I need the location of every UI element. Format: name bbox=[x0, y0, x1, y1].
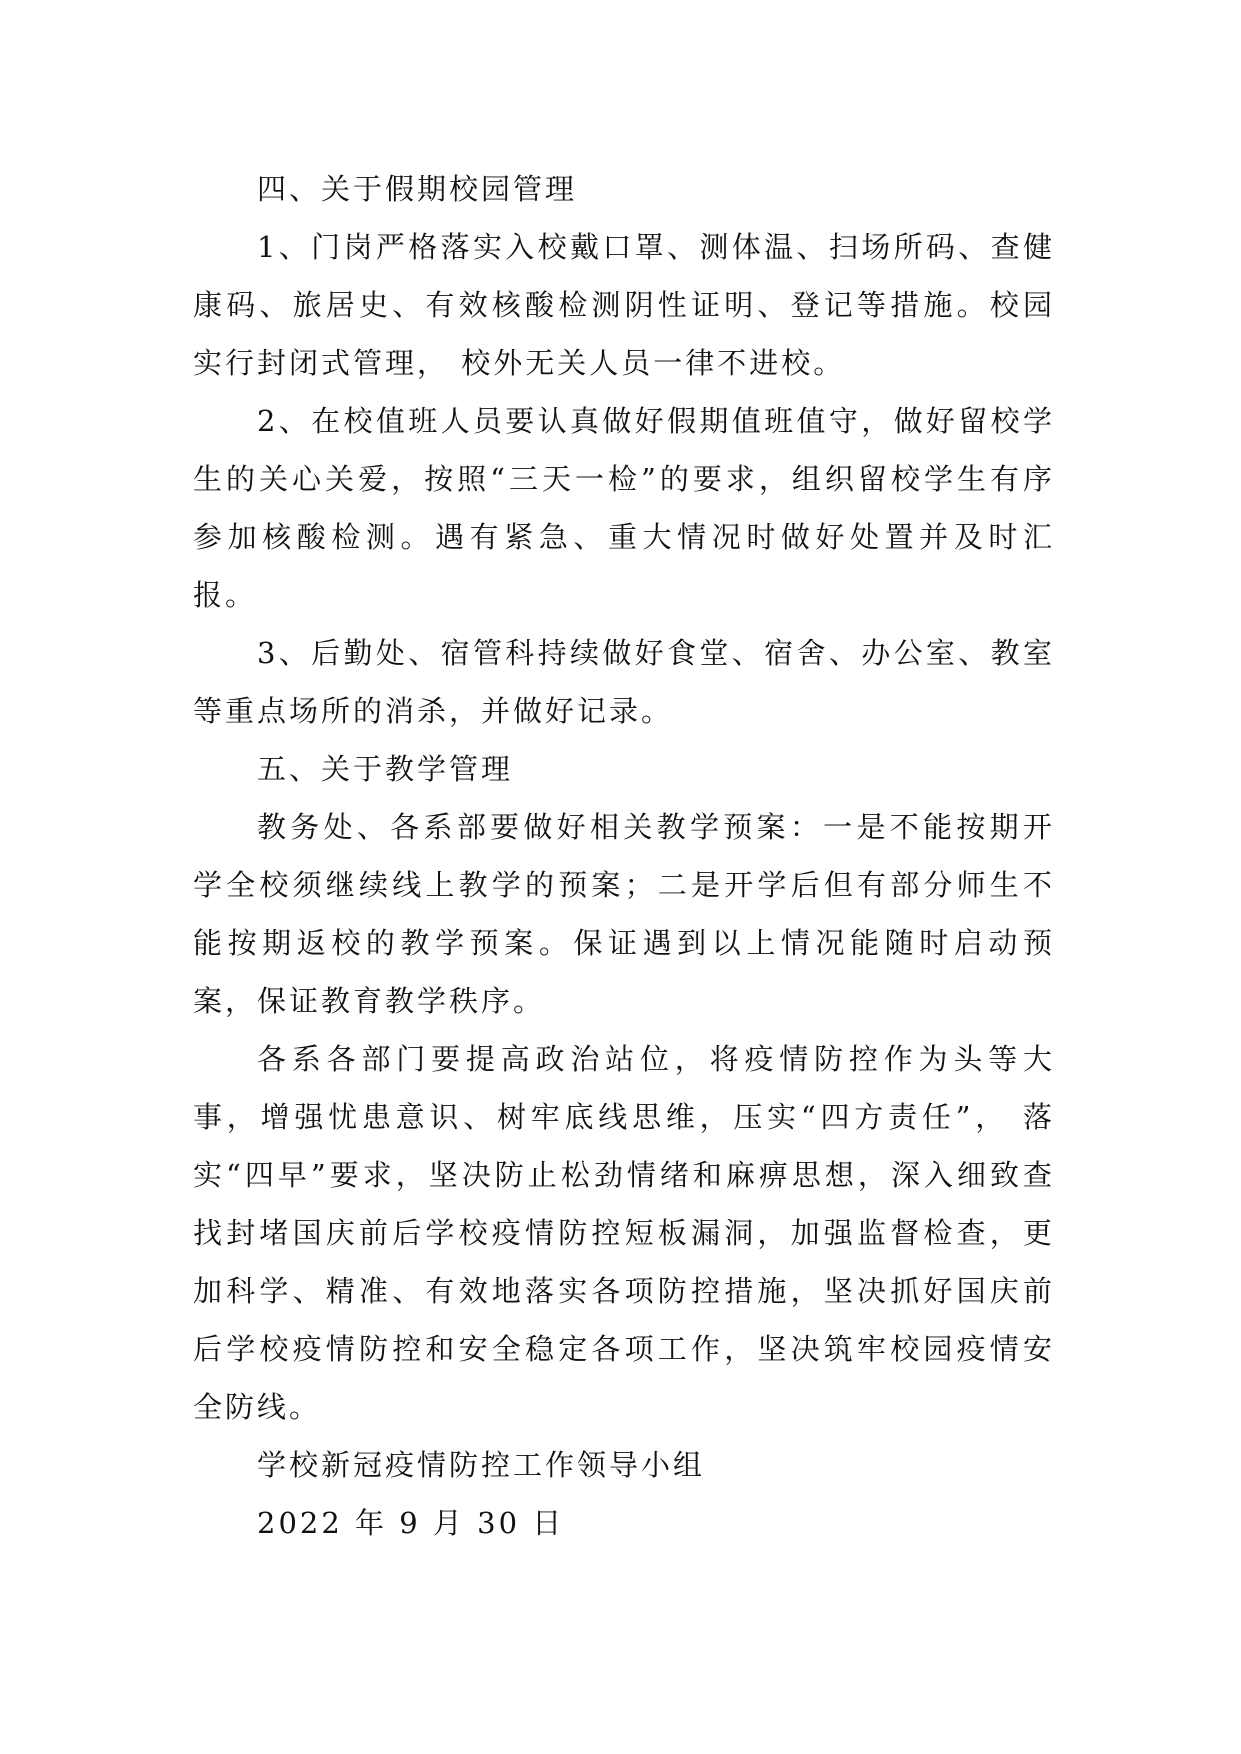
signature-date: 2022 年 9 月 30 日 bbox=[257, 1506, 565, 1540]
document-body bbox=[193, 160, 1055, 1552]
paragraph-teaching-plan: 教务处、各系部要做好相关教学预案：一是不能按期开学全校须继续线上教学的预案；二是开学后但有部分师生不能按期返校的教学预案。保证遇到以上情况能随时启动预案，保证教育教学秩序。 bbox=[193, 810, 1055, 1018]
section-heading-teaching: 五、关于教学管理 bbox=[257, 752, 514, 786]
paragraph-disinfection: 3、后勤处、宿管科持续做好食堂、宿舍、办公室、教室等重点场所的消杀，并做好记录。 bbox=[193, 636, 1055, 728]
signature-organization: 学校新冠疫情防控工作领导小组 bbox=[257, 1448, 706, 1482]
paragraph-duty-staff: 2、在校值班人员要认真做好假期值班值守，做好留校学生的关心关爱，按照“三天一检”的要求，组织留校学生有序参加核酸检测。遇有紧急、重大情况时做好处置并及时汇报。 bbox=[193, 404, 1055, 612]
section-heading-holiday-campus: 四、关于假期校园管理 bbox=[257, 172, 578, 206]
paragraph-gate-control: 1、门岗严格落实入校戴口罩、测体温、扫场所码、查健康码、旅居史、有效核酸检测阴性证明、登记等措施。校园实行封闭式管理， 校外无关人员一律不进校。 bbox=[193, 230, 1055, 380]
paragraph-closing: 各系各部门要提高政治站位，将疫情防控作为头等大事，增强忧患意识、树牢底线思维，压实“四方责任”， 落实“四早”要求，坚决防止松劲情绪和麻痹思想，深入细致查找封堵国庆前后学校疫情防控短板漏洞，加强监督检查，更加科学、精准、有效地落实各项防控措施，坚决抓好国庆前后学校疫情防控和安全稳定各项工作，坚决筑牢校园疫情安全防线。 bbox=[193, 1042, 1055, 1424]
